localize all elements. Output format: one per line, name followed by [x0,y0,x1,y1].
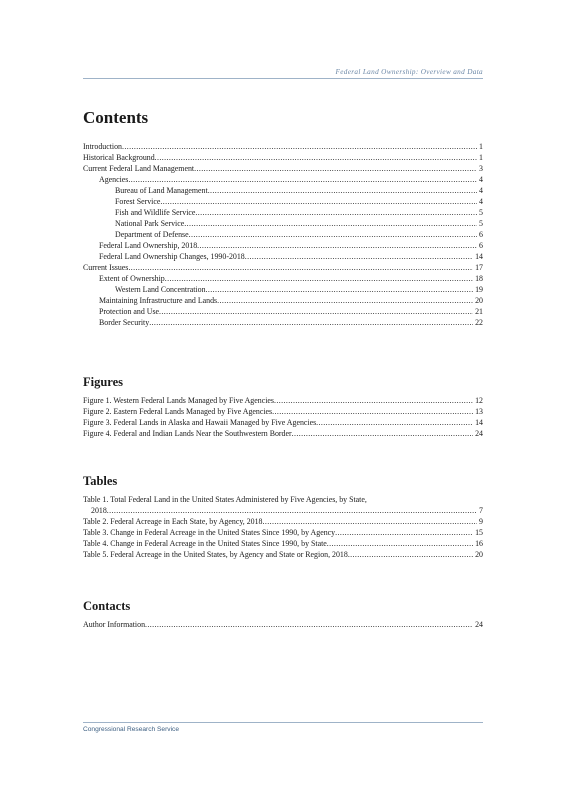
table-entry[interactable]: Table 2. Federal Acreage in Each State, by Agency, 2018 ..... 9 [83,516,483,527]
contacts-list [83,619,483,630]
table-entry[interactable]: Table 5. Federal Acreage in the United States, by Agency and State or Region, 2018 ..... 20 [83,549,483,560]
toc-entry-western-land-concentration[interactable]: Western Land Concentration ..... 19 [83,284,483,295]
footer-rule [83,722,483,723]
toc-entry-border-security[interactable]: Border Security ..... 22 [83,317,483,328]
contacts-heading: Contacts [83,599,131,613]
figure-entry[interactable]: Figure 4. Federal and Indian Lands Near the Southwestern Border ..... 24 [83,428,483,439]
figures-heading: Figures [83,375,124,389]
toc-entry-federal-land-ownership-2018[interactable]: Federal Land Ownership, 2018 ..... 6 [83,240,483,251]
toc-entry-current-issues[interactable]: Current Issues ..... 17 [83,262,483,273]
running-header: Federal Land Ownership: Overview and Data [335,68,483,76]
toc-entry-maintaining-infrastructure[interactable]: Maintaining Infrastructure and Lands ..... 20 [83,295,483,306]
toc-entry-extent-of-ownership[interactable]: Extent of Ownership ..... 18 [83,273,483,284]
contents-heading: Contents [83,108,149,127]
toc-entry-bureau-of-land-management[interactable]: Bureau of Land Management ..... 4 [83,185,483,196]
contact-entry-author-information[interactable]: Author Information ..... 24 [83,619,483,630]
toc-entry-department-of-defense[interactable]: Department of Defense ..... 6 [83,229,483,240]
toc-entry-current-federal-land-management[interactable]: Current Federal Land Management ..... 3 [83,163,483,174]
contents-list [83,141,483,328]
toc-entry-introduction[interactable]: Introduction ..... 1 [83,141,483,152]
figure-entry[interactable]: Figure 1. Western Federal Lands Managed by Five Agencies ..... 12 [83,395,483,406]
header-rule [83,78,483,79]
figures-list [83,395,483,439]
toc-entry-forest-service[interactable]: Forest Service ..... 4 [83,196,483,207]
table-entry[interactable]: Table 3. Change in Federal Acreage in the United States Since 1990, by Agency ..... 15 [83,527,483,538]
toc-entry-agencies[interactable]: Agencies ..... 4 [83,174,483,185]
toc-entry-ownership-changes-1990-2018[interactable]: Federal Land Ownership Changes, 1990-2018 ..... 14 [83,251,483,262]
footer-publisher: Congressional Research Service [83,726,180,733]
tables-list [83,494,483,560]
figure-entry[interactable]: Figure 3. Federal Lands in Alaska and Hawaii Managed by Five Agencies ..... 14 [83,417,483,428]
tables-heading: Tables [83,474,118,488]
figure-entry[interactable]: Figure 2. Eastern Federal Lands Managed by Five Agencies ..... 13 [83,406,483,417]
toc-entry-fish-and-wildlife-service[interactable]: Fish and Wildlife Service ..... 5 [83,207,483,218]
table-entry[interactable]: Table 4. Change in Federal Acreage in the United States Since 1990, by State ..... 16 [83,538,483,549]
table-entry[interactable]: Table 1. Total Federal Land in the United States Administered by Five Agencies, by State, 2018 ..... 7 [83,494,483,516]
toc-entry-protection-and-use[interactable]: Protection and Use ..... 21 [83,306,483,317]
toc-entry-national-park-service[interactable]: National Park Service ..... 5 [83,218,483,229]
toc-entry-historical-background[interactable]: Historical Background ..... 1 [83,152,483,163]
